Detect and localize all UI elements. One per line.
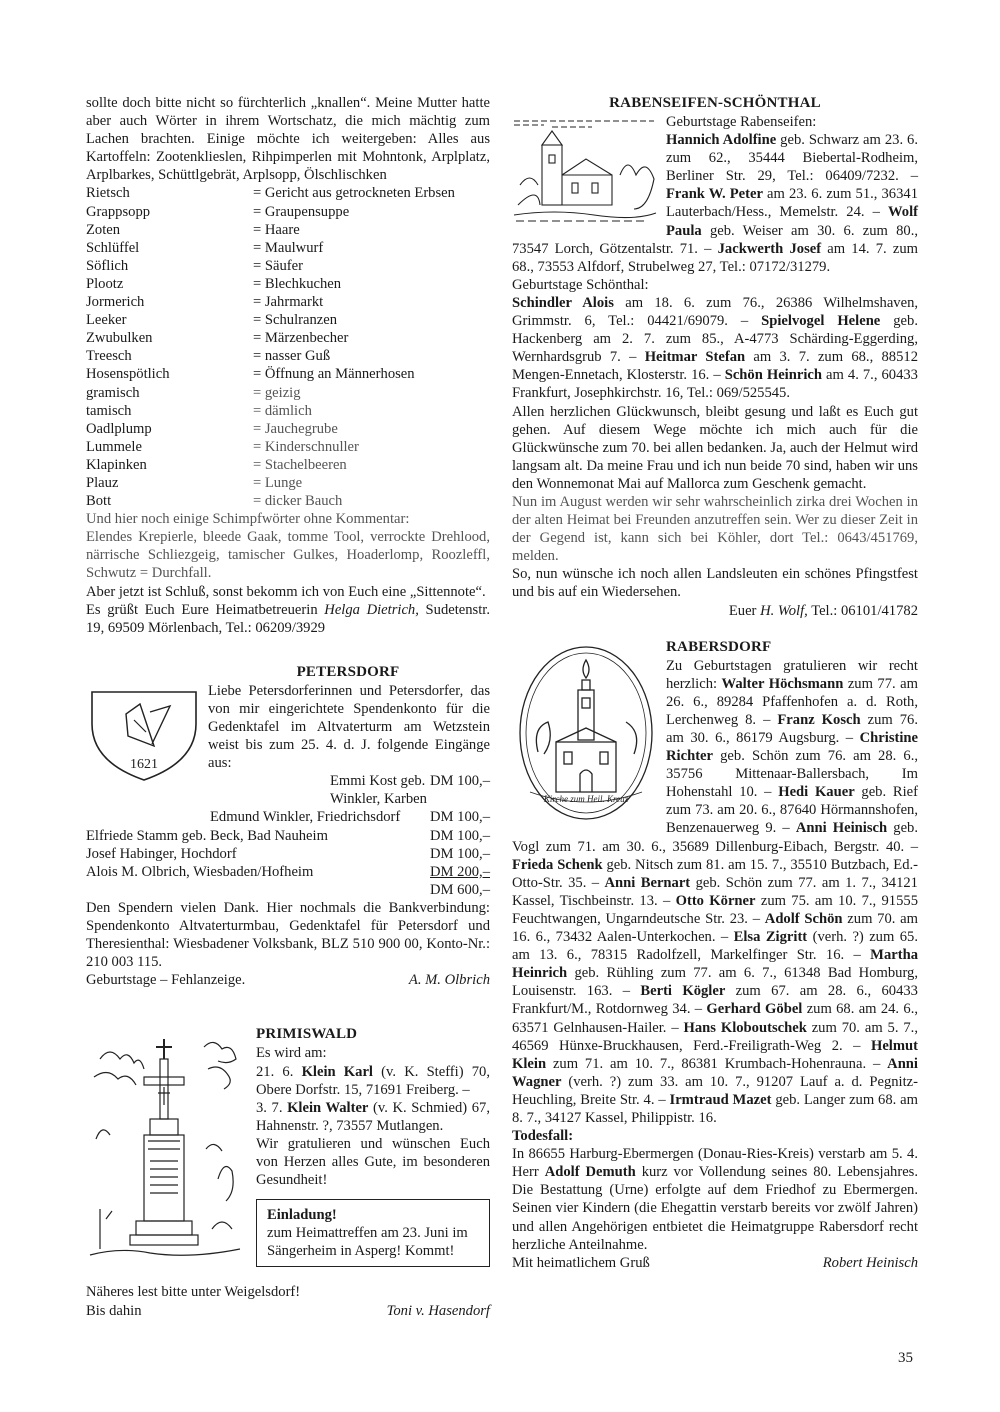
glossary-word: Bott — [86, 493, 112, 510]
glossary-meaning: = Haare — [253, 221, 300, 238]
wayside-cross-illustration — [86, 1029, 246, 1265]
primiswald-title: PRIMISWALD — [256, 1026, 358, 1043]
person-details: geb. Schwarz am 23. 6. zum 62., 35444 Biebertal-Rodheim, Berliner Str. 29, Tel.: 06409/7232. – — [666, 132, 918, 185]
glossary-meaning: = Maulwurf — [253, 239, 324, 256]
signature-prefix: Euer — [728, 602, 757, 619]
person-name: Hedi Kauer — [778, 784, 855, 801]
primiswald-author: Toni v. Hasendorf — [386, 1302, 490, 1319]
glossary-word: gramisch — [86, 384, 140, 401]
donation-list — [86, 772, 490, 881]
person-name: Franz Kosch — [777, 711, 861, 728]
petersdorf-text: Liebe Petersdorferinnen und Petersdorfer, das von mir eingerichtete Spendenkonto für die Gedenktafel im Altvaterturm am Wetzstein weist bis zum 25. 4. d. J. folgende Eingänge aus: — [208, 682, 490, 772]
invitation-box — [256, 1199, 490, 1267]
invitation-text: zum Heimattreffen am 23. Juni im Sängerheim in Asperg! Kommt! — [267, 1225, 468, 1260]
glossary-word: Klapinken — [86, 456, 147, 473]
person-details: zum 71. am 10. 7., 86381 Krumbach-Hohenrauna. – — [552, 1055, 881, 1072]
glossary-word: Lummele — [86, 438, 142, 455]
glossary-meaning: = Säufer — [253, 257, 303, 274]
signature-name: H. Wolf, — [760, 602, 808, 619]
entry-details: (v. K. Steffi) 70, Obere Dorfstr. 15, 71691 Freiberg. – — [256, 1063, 491, 1098]
glossary-word: Oadlplump — [86, 420, 152, 437]
person-details: geb. Nitsch zum 81. am 15. 7., 35510 Butzbach, Ed.-Otto-Str. 35. – — [512, 856, 919, 891]
person-name: Schindler Alois — [512, 294, 614, 311]
donation-total: DM 600,– — [430, 881, 490, 898]
person-details: geb. Vogl zum 71. am 30. 6., 35689 Dillenburg-Eibach, Bergstr. 40. – — [512, 820, 918, 855]
rabenseifen-subheading: Geburtstage Rabenseifen: — [666, 114, 817, 130]
invitation-title: Einladung! — [267, 1207, 337, 1224]
seal-lettering: Kirche zum Heil. Kreuz — [543, 793, 629, 804]
rabersdorf-greeting: Mit heimatlichem Gruß — [512, 1254, 650, 1271]
primiswald-bye: Bis dahin — [86, 1302, 142, 1319]
person-details: zum 77. am 26. 6., 89284 Pfaffenhofen a. d. Roth, Lerchenweg 8. – — [666, 675, 918, 728]
rabenseifen-pentecost: So, nun wünsche ich noch allen Landsleuten ein schönes Pfingstfest und bis auf ein Wiedersehen. — [512, 566, 918, 601]
donation-row — [86, 827, 490, 845]
person-name: Helmut Klein — [512, 1037, 918, 1072]
left-column — [86, 94, 490, 1320]
glossary-meaning: = Lunge — [253, 474, 303, 491]
primiswald-signature-row — [86, 1302, 490, 1320]
glossary-meaning: = Blechkuchen — [253, 275, 342, 292]
glossary-word: Grappsopp — [86, 203, 151, 220]
death-text: In 86655 Harburg-Ebermergen (Donau-Ries-Kreis) verstarb am 5. 4. Herr — [512, 1146, 918, 1181]
primiswald-more: Näheres lest bitte unter Weigelsdorf! — [86, 1284, 301, 1301]
person-details: geb. Schön zum 77. am 1. 7., 34121 Kassel, Tischbeinstr. 13. – — [512, 874, 918, 909]
death-notice — [512, 1145, 918, 1254]
person-details: zum 76. am 30. 6., 86179 Augsburg. – — [666, 711, 918, 746]
person-details: geb. Rief zum 73. am 20. 6., 87640 Hörmannshofen, Benzenauerweg 9. – — [666, 784, 918, 837]
person-name: Martha Heinrich — [512, 947, 918, 982]
person-name: Christine Richter — [666, 730, 918, 765]
glossary-word: Jormerich — [86, 294, 145, 311]
greeting-address: Sudetenstr. 19, 69509 Mörlenbach, Tel.: 06209/3929 — [86, 601, 490, 636]
person-name: Wolf Paula — [666, 204, 918, 239]
primiswald-intro: Es wird am: — [256, 1045, 327, 1062]
person-name: Frieda Schenk — [512, 856, 603, 873]
rabenseifen-august: Nun im August werden wir sehr wahrscheinlich zirka drei Wochen in der alten Heimat bei Freunden anzutreffen sein. Wer zu dieser Zeit in der Gegend ist, kann sich bei Köhler, dort Tel.: 0643/451769, melden. — [512, 493, 918, 565]
curses-intro: Und hier noch einige Schimpfwörter ohne Kommentar: — [86, 511, 410, 528]
glossary-word: Zwubulken — [86, 330, 153, 347]
donor-name: Elfriede Stamm geb. Beck, Bad Nauheim — [86, 827, 328, 844]
glossary-meaning: = Kinderschnuller — [253, 438, 359, 455]
person-name: Irmtraud Mazet — [669, 1091, 772, 1108]
petersdorf-author: A. M. Olbrich — [408, 972, 490, 989]
donation-amount: DM 100,– — [430, 827, 490, 844]
rabersdorf-church-seal — [516, 642, 656, 824]
rabenseifen-church-illustration — [512, 115, 658, 227]
donation-row — [86, 863, 490, 881]
donation-row — [86, 845, 490, 863]
glossary-meaning: = Graupensuppe — [253, 203, 350, 220]
glossary-meaning: = nasser Guß — [253, 348, 331, 365]
glossary-meaning: = Öffnung an Männerhosen — [253, 366, 415, 383]
person-details: zum 75. am 10. 7., 91555 Feuchtwangen, Ungarndeutsche Str. 23. – — [512, 892, 918, 927]
person-name: Gerhard Göbel — [706, 1001, 803, 1018]
person-details: am 4. 7., 60433 Frankfurt, Josephkirchstr. 16, Tel.: 069/525545. — [512, 367, 918, 402]
rabersdorf-author: Robert Heinisch — [822, 1254, 918, 1271]
entry-date: 3. 7. — [256, 1099, 283, 1116]
rabersdorf-section — [512, 638, 918, 1272]
person-details: geb. Weiser am 30. 6. zum 80., 73547 Lorch, Götzentalstr. 71. – — [512, 222, 918, 257]
donation-amount: DM 200,– — [430, 863, 490, 880]
entry-name: Klein Walter — [287, 1099, 369, 1116]
person-name: Jackwerth Josef — [717, 240, 822, 257]
glossary-meaning: = Gericht aus getrockneten Erbsen — [253, 185, 455, 202]
donation-row — [208, 772, 490, 808]
person-details: (verh. ?) zum 33. am 10. 7., 91207 Lauf a. d. Pegnitz-Heuchling, Breite Str. 4. – — [512, 1073, 918, 1108]
glossary-meaning: = Jahrmarkt — [253, 294, 324, 311]
glossary-word: Rietsch — [86, 185, 130, 202]
person-details: am 14. 7. zum 68., 73553 Alfdorf, Strubelweg 27, Tel.: 07172/31279. — [512, 240, 918, 275]
person-name: Anni Heinisch — [795, 820, 888, 837]
glossary-word: Plootz — [86, 275, 124, 292]
glossary-meaning: = dämlich — [253, 402, 312, 419]
glossary-meaning: = Märzenbecher — [253, 330, 349, 347]
glossary-word: Schlüffel — [86, 239, 140, 256]
donor-name: Alois M. Olbrich, Wiesbaden/Hofheim — [86, 863, 314, 880]
person-name: Schön Heinrich — [724, 367, 822, 384]
person-details: am 23. 6. zum 51., 36341 Lauterbach/Hess., Memelstr. 24. – — [666, 186, 918, 221]
person-name: Frank W. Peter — [666, 186, 763, 203]
person-name: Berti Kögler — [640, 983, 726, 1000]
person-details: zum 70. am 5. 7., 46569 Hünxe-Bruckhausen, Ferd.-Freiligrath-Weg 2. – — [512, 1019, 918, 1054]
deceased-name: Adolf Demuth — [544, 1164, 636, 1181]
schoenthal-birthdays — [512, 294, 918, 403]
donation-amount: DM 100,– — [430, 809, 490, 826]
greeting-paragraph — [86, 601, 490, 637]
person-name: Anni Wagner — [512, 1055, 918, 1090]
greeting-name: Helga Dietrich, — [324, 601, 419, 618]
donor-name: Edmund Winkler, Friedrichsdorf — [210, 809, 401, 826]
rabenseifen-title: RABENSEIFEN-SCHÖNTHAL — [609, 95, 821, 111]
entry-date: 21. 6. — [256, 1063, 294, 1080]
rabersdorf-signature-row — [512, 1254, 918, 1272]
person-name: Hans Kloboutschek — [683, 1019, 807, 1036]
person-name: Otto Körner — [675, 892, 756, 909]
curses-list: Elendes Krepierle, bleede Gaak, tomme Tool, verrockte Drehlood, närrische Schliezgeig, tamischer Gulkes, Hoaderlomp, Roozleffl, Schwutz = Durchfall. — [86, 529, 490, 582]
petersdorf-section — [86, 663, 490, 990]
intro-paragraph: sollte doch bitte nicht so fürchterlich „knallen“. Meine Mutter hatte aber auch Wörter in ihrem Wortschatz, die mich mächtig zum Lachen brachten. Einige möchte ich weitergeben: Alles aus Kartoffeln: Zootenklieslen, Rihpimperlen mit Mohntonk, Arplplatz, Arplbarkes, Schüttlgebrät, Arplsopp, Ölschlischken — [86, 95, 490, 184]
glossary-word: Söflich — [86, 257, 129, 274]
death-heading: Todesfall: — [512, 1128, 574, 1145]
person-name: Anni Bernart — [604, 874, 691, 891]
person-details: zum 67. am 28. 6., 60433 Frankfurt/M., Rotdornweg 34. – — [512, 983, 918, 1018]
glossary-word: Treesch — [86, 348, 132, 365]
closing-paragraph: Aber jetzt ist Schluß, sonst bekomm ich von Euch eine „Sittennote“. — [86, 583, 486, 600]
person-details: am 3. 7. zum 68., 88512 Mengen-Ennetach, Klosterstr. 16. – — [512, 349, 918, 384]
petersdorf-crest — [88, 684, 200, 784]
greeting-prefix: Es grüßt Euch Eure Heimatbetreuerin — [86, 601, 318, 618]
person-name: Adolf Schön — [764, 910, 843, 927]
person-details: geb. Schön zum 76. am 28. 6., 35756 Mittenaar-Ballersbach, Im Hohenstahl 10. – — [666, 748, 918, 801]
rabenseifen-signature — [512, 602, 918, 620]
petersdorf-thanks: Den Spendern vielen Dank. Hier nochmals die Bankverbindung: Spendenkonto Altvaterturmbau, Gedenktafel für Petersdorf und Theresienthal: Wiesbadener Volksbank, BLZ 510 900 00, Konto-Nr.: 210 003 115. — [86, 899, 490, 971]
death-text: kurz vor Vollendung seines 80. Lebensjahres. Die Bestattung (Urne) erfolgte auf dem Friedhof zu Ebermergen. Seinen vier Kindern (die Ehegattin verstarb bereits vor zwölf Jahren) und allen Angehörigen entbietet die Heimatgruppe Rabersdorf recht herzliche Anteilnahme. — [512, 1164, 919, 1253]
rabenseifen-wishes: Allen herzlichen Glückwunsch, bleibt gesung und laßt es Euch gut gehen. Auf diesem Wege möchte ich mich auch für die Glückwünsche zum 70. bei allen bedanken. Ja, auch der Helmut wird langsam alt. Da meine Frau und ich nun beide 70 sind, haben wir uns den Wonnemonat Mai auf Mallorca zum Geschenk gemacht. — [512, 403, 918, 492]
primiswald-section — [86, 1025, 490, 1319]
person-details: (verh. ?) zum 65. am 13. 6., 78315 Radolfzell, Markelfinger Str. 16. – — [512, 929, 918, 964]
person-name: Hannich Adolfine — [666, 132, 777, 149]
glossary-meaning: = Schulranzen — [253, 312, 338, 329]
person-details: geb. Rühling zum 77. am 6. 7., 61348 Bad Homburg, Louisenstr. 163. – — [512, 965, 918, 1000]
rabersdorf-intro: Zu Geburtstagen gratulieren wir recht herzlich: — [666, 657, 918, 692]
person-details: zum 70. am 16. 6., 73432 Aalen-Unterkochen. – — [512, 910, 919, 946]
donor-name: Emmi Kost geb. Winkler, Karben — [330, 773, 427, 808]
entry-name: Klein Karl — [301, 1063, 373, 1080]
glossary-meaning: = Jauchegrube — [253, 420, 338, 437]
petersdorf-title: PETERSDORF — [296, 663, 400, 680]
person-name: Elsa Zigritt — [733, 929, 808, 946]
page-number: 35 — [898, 1350, 913, 1366]
donation-row — [86, 808, 490, 826]
person-name: Spielvogel Helene — [761, 313, 881, 330]
person-details: geb. Langer zum 68. am 8. 7., 34127 Kassel, Philippistr. 16. — [512, 1091, 918, 1126]
glossary-meaning: = Stachelbeeren — [253, 456, 347, 473]
entry-details: (v. K. Schmied) 67, Hahnenstr. ?, 73557 Mutlangen. — [256, 1099, 490, 1134]
glossary-word: Hosenspötlich — [86, 366, 170, 383]
crest-year: 1621 — [130, 756, 158, 772]
glossary-meaning: = geizig — [253, 384, 301, 401]
glossary-word: tamisch — [86, 402, 132, 419]
glossary-word: Leeker — [86, 312, 127, 329]
donation-amount: DM 100,– — [430, 845, 490, 862]
person-name: Walter Höchsmann — [721, 675, 844, 692]
glossary-word: Zoten — [86, 221, 121, 238]
glossary-word: Plauz — [86, 474, 119, 491]
petersdorf-birthdays: Geburtstage – Fehlanzeige. — [86, 972, 246, 989]
glossary-meaning: = dicker Bauch — [253, 493, 343, 510]
rabersdorf-title: RABERSDORF — [666, 638, 772, 655]
person-details: zum 68. am 24. 6., 63571 Gelnhausen-Hailer. – — [512, 1001, 918, 1036]
donor-name: Josef Habinger, Hochdorf — [86, 845, 237, 862]
person-name: Heitmar Stefan — [644, 349, 746, 366]
schoenthal-subheading: Geburtstage Schönthal: — [512, 276, 649, 293]
signature-phone: Tel.: 06101/41782 — [811, 602, 918, 619]
dialect-glossary — [86, 184, 490, 510]
person-details: geb. Hackenberg am 2. 7. zum 85., A-4773 Schärding-Eggerding, Wernhardsgrub 7. – — [512, 313, 918, 366]
petersdorf-signature-row — [86, 971, 490, 989]
donation-amount: DM 100,– — [430, 773, 490, 790]
primiswald-wishes: Wir gratulieren und wünschen Euch von Herzen alles Gute, im besonderen Gesundheit! — [256, 1135, 490, 1189]
right-column — [512, 94, 918, 1272]
person-details: am 18. 6. zum 76., 26386 Wilhelmshaven, Grimmstr. 6, Tel.: 04421/69079. – — [512, 294, 919, 330]
